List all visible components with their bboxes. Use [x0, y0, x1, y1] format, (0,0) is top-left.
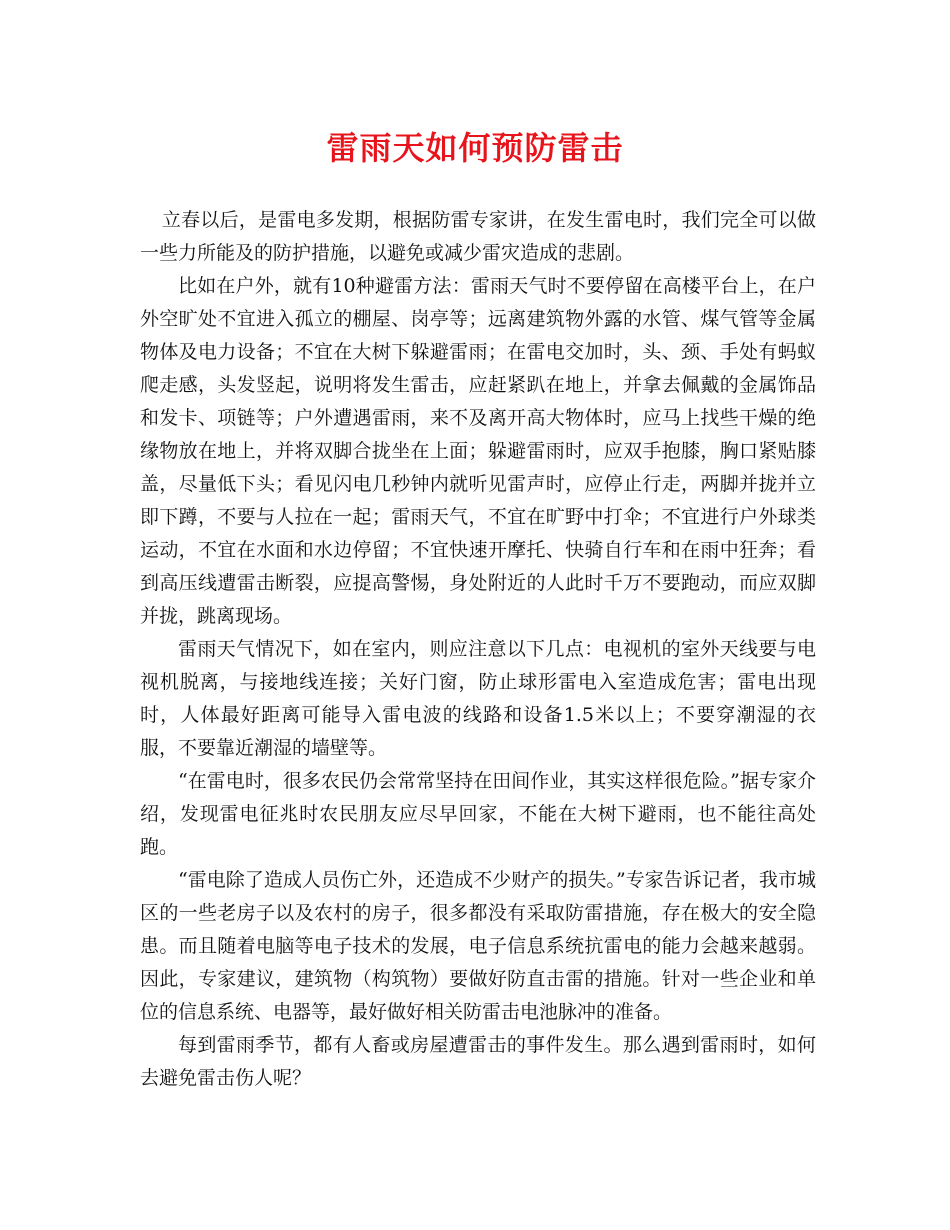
paragraph-property-loss: “雷电除了造成人员伤亡外，还造成不少财产的损失。”专家告诉记者，我市城区的一些老房子以及农村的房子，很多都没有采取防雷措施，存在极大的安全隐患。而且随着电脑等电子技术的发展，电子信息系统抗雷电的能力会越来越弱。因此，专家建议，建筑物（构筑物）要做好防直击雷的措施。针对一些企业和单位的信息系统、电器等，最好做好相关防雷击电池脉冲的准备。: [140, 869, 816, 1023]
paragraph-indoor-tips: 雷雨天气情况下，如在室内，则应注意以下几点：电视机的室外天线要与电视机脱离，与接地线连接；关好门窗，防止球形雷电入室造成危害；雷电出现时，人体最好距离可能导入雷电波的线路和设备1.5米以上；不要穿潮湿的衣服，不要靠近潮湿的墙壁等。: [140, 638, 816, 759]
paragraph-farmers: “在雷电时，很多农民仍会常常坚持在田间作业，其实这样很危险。”据专家介绍，发现雷电征兆时农民朋友应尽早回家，不能在大树下避雨，也不能往高处跑。: [140, 770, 816, 858]
paragraph-outdoor-tips: 比如在户外，就有10种避雷方法：雷雨天气时不要停留在高楼平台上，在户外空旷处不宜进入孤立的棚屋、岗亭等；远离建筑物外露的水管、煤气管等金属物体及电力设备；不宜在大树下躲避雷雨；在雷电交加时，头、颈、手处有蚂蚁爬走感，头发竖起，说明将发生雷击，应赶紧趴在地上，并拿去佩戴的金属饰品和发卡、项链等；户外遭遇雷雨，来不及离开高大物体时，应马上找些干燥的绝缘物放在地上，并将双脚合拢坐在上面；躲避雷雨时，应双手抱膝，胸口紧贴膝盖，尽量低下头；看见闪电几秒钟内就听见雷声时，应停止行走，两脚并拢并立即下蹲，不要与人拉在一起；雷雨天气，不宜在旷野中打伞；不宜进行户外球类运动，不宜在水面和水边停留；不宜快速开摩托、快骑自行车和在雨中狂奔；看到高压线遭雷击断裂，应提高警惕，身处附近的人此时千万不要跑动，而应双脚并拢，跳离现场。: [140, 275, 816, 627]
paragraph-closing-question: 每到雷雨季节，都有人畜或房屋遭雷击的事件发生。那么遇到雷雨时，如何去避免雷击伤人呢？: [140, 1034, 816, 1089]
paragraph-intro: 立春以后，是雷电多发期，根据防雷专家讲，在发生雷电时，我们完全可以做一些力所能及的防护措施，以避免或减少雷灾造成的悲剧。: [140, 209, 816, 264]
article-body: [140, 204, 816, 1095]
page-title: 雷雨天如何预防雷击: [326, 129, 624, 167]
